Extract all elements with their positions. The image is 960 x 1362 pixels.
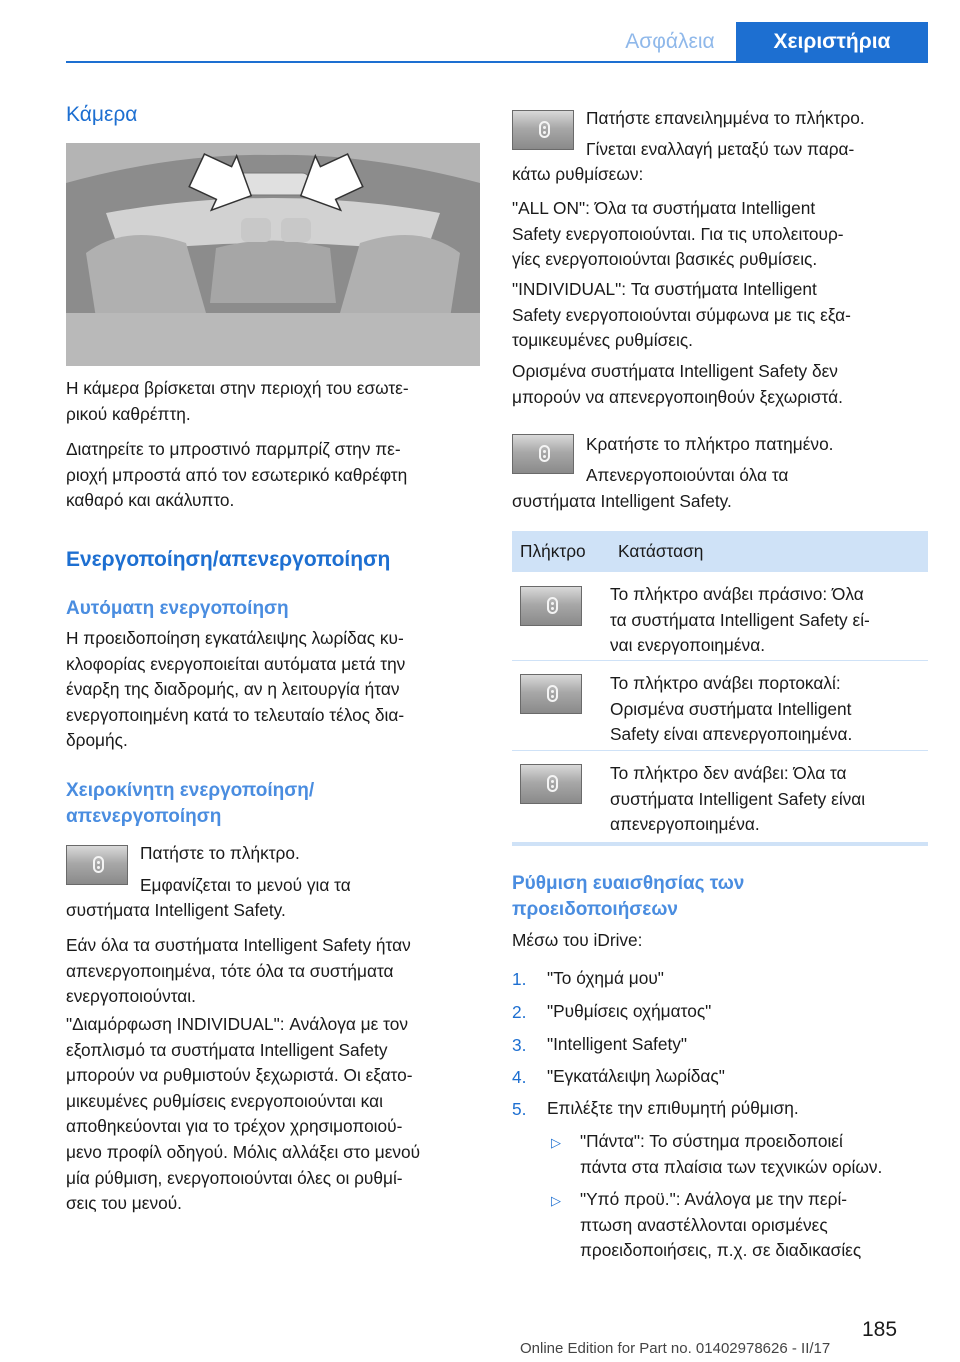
table-header [512,531,928,572]
camera-paragraph-1: Η κάμερα βρίσκεται στην περιοχή του εσωτε- ρικού καθρέπτη. [66,378,409,424]
step-text: "Ρυθμίσεις οχήματος" [547,1001,712,1021]
car-interior-illustration [66,143,480,366]
table-header-status: Κατάσταση [618,541,704,561]
step-number: 3. [512,1035,527,1055]
hold-line-3: συστήματα Intelligent Safety. [512,491,732,511]
auto-activation-title: Αυτόματη ενεργοποίηση [66,598,289,619]
button-status-table [512,531,928,842]
manual-paragraph-2: "Διαμόρφωση INDIVIDUAL": Ανάλογα με τον εξοπλισμό τα συστήματα Intelligent Safety μπορούν να ρυθμιστούν ξεχωριστά. Οι εξατο- μικευμένες ρυθμίσεις ενεργοποιούνται και αποθηκεύονται για το τρέχον χρησιμοποιού- μενο προφίλ οδηγού. Μόλις αλλάξει στο μενού μία ρύθμιση, ενεργοποιούνται όλες οι ρυθμί- σεις του μενού. [66,1014,421,1214]
header-tab-controls: Χειριστήρια [736,22,928,62]
car-sensor-icon [547,597,558,614]
auto-activation-text: Η προειδοποίηση εγκατάλειψης λωρίδας κυ- κλοφορίας ενεργοποιείται αυτόματα μετά την έναρξη της διαδρομής, αν η λειτουργία ήταν ενεργοποιημένη κατά το τελευταίο τέλος δια- δρομής. [66,628,406,751]
repeat-line-2: Γίνεται εναλλαγή μεταξύ των παρα- [586,139,855,159]
camera-paragraph-2: Διατηρείτε το μπροστινό παρμπρίζ στην πε- ριοχή μπροστά από τον εσωτερικό καθρέφτη καθαρό και ακάλυπτο. [66,439,408,511]
step-text: "Εγκατάλειψη λωρίδας" [547,1066,725,1086]
step-text: Επιλέξτε την επιθυμητή ρύθμιση. [547,1098,799,1118]
manual-paragraph-1: Εάν όλα τα συστήματα Intelligent Safety ήταν απενεργοποιημένα, τότε όλα τα συστήματα ενεργοποιούνται. [66,935,411,1007]
footer-edition: Online Edition for Part no. 01402978626 - II/17 [520,1340,831,1357]
intelligent-safety-button-icon [512,434,574,474]
car-sensor-icon [93,856,104,873]
hold-line-1: Κρατήστε το πλήκτρο πατημένο. [586,434,834,454]
table-row [512,751,928,842]
repeat-line-3: κάτω ρυθμίσεων: [512,164,644,184]
button-green-icon [520,586,582,626]
all-on-text: "ALL ON": Όλα τα συστήματα Intelligent Safety ενεργοποιούνται. Για τις υπολειτουρ- γίες ενεργοποιούνται βασικές ρυθμίσεις. [512,198,844,270]
individual-text: "INDIVIDUAL": Τα συστήματα Intelligent Safety ενεργοποιούνται σύμφωνα με τις εξα- τομικευμένες ρυθμίσεις. [512,279,851,351]
table-row [512,661,928,751]
table-cell-status: Το πλήκτρο δεν ανάβει: Όλα τα συστήματα Intelligent Safety είναι απενεργοποιημένα. [610,763,866,835]
via-idrive: Μέσω του iDrive: [512,930,643,950]
table-cell-status: Το πλήκτρο ανάβει πράσινο: Όλα τα συστήματα Intelligent Safety εί- ναι ενεργοποιημένα. [610,584,870,656]
table-row [512,572,928,661]
car-sensor-icon [547,775,558,792]
car-sensor-icon [539,121,550,138]
car-sensor-icon [547,685,558,702]
step-number: 5. [512,1099,527,1119]
bullet-triangle-icon: ▷ [551,1135,561,1150]
intelligent-safety-button-icon [512,110,574,150]
hold-line-2: Απενεργοποιούνται όλα τα [586,465,789,485]
step-number: 1. [512,969,527,989]
table-cell-status: Το πλήκτρο ανάβει πορτοκαλί: Ορισμένα συστήματα Intelligent Safety είναι απενεργοποιημένα. [610,673,853,745]
button-orange-icon [520,674,582,714]
step-text: "Intelligent Safety" [547,1034,688,1054]
bullet-triangle-icon: ▷ [551,1193,561,1208]
manual-line-2: Εμφανίζεται το μενού για τα [140,875,351,895]
camera-title: Κάμερα [66,103,138,126]
manual-line-3: συστήματα Intelligent Safety. [66,900,286,920]
table-header-key: Πλήκτρο [520,541,586,561]
substep-text: "Υπό προϋ.": Ανάλογα με την περί- πτωση αναστέλλονται ορισμένες προειδοποιήσεις, π.χ. σε διαδικασίες [580,1189,862,1261]
header-rule [66,61,928,63]
car-sensor-icon [539,445,550,462]
substep-text: "Πάντα": Το σύστημα προειδοποιεί πάντα στα πλαίσια των τεχνικών ορίων. [580,1131,883,1177]
button-off-icon [520,764,582,804]
manual-activation-title: Χειροκίνητη ενεργοποίηση/ απενεργοποίηση [66,780,315,827]
sensitivity-title: Ρύθμιση ευαισθησίας των προειδοποιήσεων [512,873,745,920]
some-systems-text: Ορισμένα συστήματα Intelligent Safety δεν μπορούν να απενεργοποιηθούν ξεχωριστά. [512,361,843,407]
table-end-rule [512,842,928,846]
page-number: 185 [862,1318,898,1341]
manual-line-1: Πατήστε το πλήκτρο. [140,843,300,863]
step-number: 2. [512,1002,527,1022]
repeat-line-1: Πατήστε επανειλημμένα το πλήκτρο. [586,108,865,128]
header-tab-safety: Ασφάλεια [625,30,715,53]
step-number: 4. [512,1067,527,1087]
camera-photo [66,143,480,366]
step-text: "Το όχημά μου" [547,968,664,988]
activation-title: Ενεργοποίηση/απενεργοποίηση [66,548,391,571]
intelligent-safety-button-icon [66,845,128,885]
